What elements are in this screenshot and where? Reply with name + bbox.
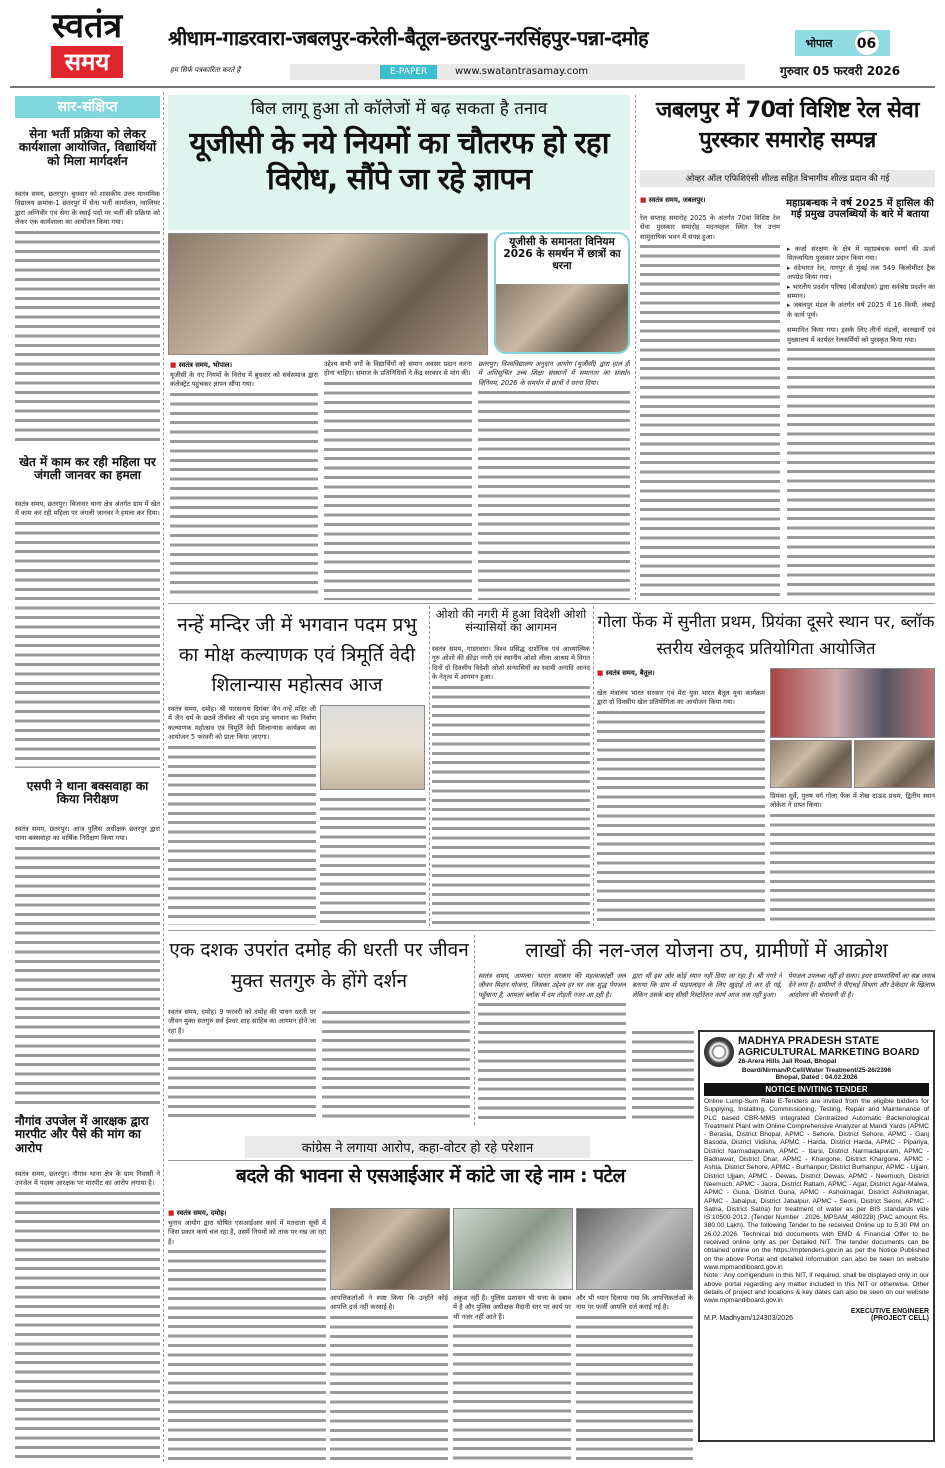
left-story-4-body: स्वतंत्र समय, छतरपुर। नौगांव थाना क्षेत्र के ग्राम निवासी ने उपजेल में पदस्थ आरक्षक पर मारपीट का आरोप लगाया है।: [15, 1170, 160, 1188]
muni-photo: [320, 705, 425, 790]
tender-notice: [698, 1030, 935, 1442]
left-story-4-headline: नौगांव उपजेल में आरक्षक द्वारा मारपीट और पैसे की मांग का आरोप: [15, 1114, 149, 1155]
jain-body: स्वतंत्र समय, दमोह। श्री पारसनाथ दिगंबर जैन नन्हें मंदिर जी में जैन धर्म के छठवें तीर्थंकर श्री पदम प्रभु भगवान का निर्वाण कल्याणक महोत्सव एवं त्रिमूर्ति वेदी शिलान्यास कार्यक्रम का आयोजन 5 फरवरी को प्रातः किया जाएगा।: [168, 705, 316, 742]
jain-headline: नन्हें मन्दिर जी में भगवान पदम प्रभु का मोक्ष कल्याणक एवं त्रिमूर्ति वेदी शिलान्यास महोत्सव आज: [177, 614, 417, 696]
top-story-kicker: बिल लागू हुआ तो कॉलेजों में बढ़ सकता है तनाव: [250, 99, 548, 119]
congress-byline: ■ स्वतंत्र समय, दमोह।: [168, 1208, 326, 1217]
rail-box-title: महाप्रबन्धक ने वर्ष 2025 में हासिल की गई प्रमुख उपलब्धियों के बारे में बताया: [786, 198, 934, 221]
rail-bullet: ▸ जबलपुर मंडल के अंतर्गत वर्ष 2025 में 16 किमी. लंबाई के कार्य पूर्ण।: [787, 301, 935, 319]
damoh-body: स्वतंत्र समय, दमोह। 9 फरवरी को दमोह की पावन धरती पर जीवन मुक्त सतगुरु सर्व ईश्वर शाह साहिब का आगमन होने जा रहा है।: [168, 1008, 316, 1035]
board-seal-icon: [704, 1037, 734, 1067]
rail-bullet: ▸ कर्जा संरक्षण के क्षेत्र में महाप्रबंधक स्वर्णा की ऊर्जा मितव्ययिता पुरस्कार प्रदान किया गया।: [787, 245, 935, 263]
website-link[interactable]: www.swatantrasamay.com: [455, 66, 589, 77]
page-number: 06: [854, 30, 880, 56]
osho-headline: ओशो की नगरी में हुआ विदेशी ओशो संन्यासियों का आगमन: [435, 607, 587, 634]
tender-signatory-2: (PROJECT CELL): [871, 1315, 929, 1323]
sports-photo-3: [854, 740, 935, 788]
congress-photo-2: [453, 1208, 573, 1290]
damoh-headline: एक दशक उपरांत दमोह की धरती पर जीवन मुक्त सतगुरु के होंगे दर्शन: [169, 939, 469, 992]
sports-body-2: प्रियंका धुर्वे, पुरुष वर्ग गोला फेंक में शेख दाऊद प्रथम, द्वितीय स्थान लोकेश ने प्राप्त किया।: [770, 792, 935, 810]
congress-body-1: चुनाव आयोग द्वारा घोषित एसआईआर कार्य में मतदाता सूची में जिस प्रकार कार्य चल रहा है, उसमें नियमों को ताक पर रख जा रहा है।: [168, 1219, 326, 1246]
water-body-2: द्वारा भी इस ओर कोई ध्यान नहीं दिया जा रहा है। श्री गंगरे ने बताया कि ग्राम में पाइपलाइन के लिए खुदाई तो कर दी गई, लेकिन उसके बाद सीसी रिस्टोरेशन कार्य आज तक नहीं हुआ।: [632, 972, 782, 999]
top-story-byline: ■ स्वतंत्र समय, भोपाल।: [170, 360, 318, 369]
tender-dated: Bhopal, Dated : 04.02.2026: [775, 1074, 858, 1081]
tender-title: NOTICE INVITING TENDER: [704, 1083, 929, 1096]
congress-body-4: और भी ध्यान दिलाया गया कि आपत्तिकर्ताओं के नाम पर फर्जी आपत्ति दर्ज कराई गई है।: [576, 1294, 693, 1312]
sports-byline: ■ स्वतंत्र समय, बैतूल।: [597, 668, 765, 677]
congress-kicker: कांग्रेस ने लगाया आरोप, कहा-वोटर हो रहे परेशान: [245, 1136, 590, 1158]
rail-subhead: ओव्हर ऑल एफिशिएंसी शील्ड सहित विभागीय शील्ड प्रदान की गई: [640, 170, 935, 187]
rail-body-2: सम्मानित किया गया। इसके लिए तीनों मंडलों, कारखानों एवं मुख्यालय में कार्यरत रेलकर्मियों को पुरस्कृत किया गया।: [787, 326, 935, 344]
congress-body-3: अंकुश नहीं है। पुलिस प्रशासन भी सत्ता के दबाव में है और पुलिस अधीक्षक मैदानी स्तर पर कार्य पर भी नजर नहीं आते हैं।: [453, 1294, 571, 1321]
left-story-1-body: स्वतंत्र समय, छतरपुर। बुधवार को शासकीय उत्तर माध्यमिक विद्यालय क्रमांक-1 छतरपुर में सेना भर्ती कार्यालय, ग्वालियर द्वारा अग्निवीर एवं सेना के स्थाई पदों पर भर्ती की प्रक्रिया को लेकर एक कार्यशाला का आयोजन किया गया।: [15, 190, 160, 227]
dharna-photo: [496, 284, 630, 354]
osho-body: स्वतंत्र समय, गाडरवारा। विश्व प्रसिद्ध दार्शनिक एवं आध्यात्मिक गुरु ओशो की क्रीड़ा नगरी एवं स्थानीय ओशो लीला आश्रम मे विगत दिनों दो दिवसीय विदेशी ओशो संन्यासियों का स्वामी अनादि आनंद के नेतृत्व में आगमन हुआ।: [432, 645, 590, 682]
section-header: सार-संक्षिप्त: [15, 96, 160, 118]
protest-photo: [168, 233, 488, 355]
top-story-headline: यूजीसी के नये नियमों का चौतरफ हो रहा विरोध, सौंपे जा रहे ज्ञापन: [189, 126, 609, 197]
edition-label: भोपाल: [805, 36, 833, 50]
rail-bullet: ▸ वंदेभारत रेल, नागपुर से मुंबई तक 549 किलोमीटर ट्रैक अपग्रेड किया गया।: [787, 263, 935, 282]
water-body-1: स्वतंत्र समय, आमला। भारत सरकार की महत्वाकांक्षी जल जीवन मिशन योजना, जिसका उद्देश्य हर घर तक शुद्ध पेयजल पहुँचाना है, आमला ब्लॉक में दम तोड़ती नजर आ रही है।: [478, 972, 626, 999]
date: गुरुवार 05 फरवरी 2026: [780, 64, 901, 78]
tender-org-1: MADHYA PRADESH STATE: [738, 1035, 880, 1047]
congress-body-2: आपत्तिकर्ताओं ने स्पष्ट किया कि उन्होंने कोई आपत्ति दर्ज नहीं करवाई है।: [330, 1294, 448, 1312]
top-story-col3: छतरपुर। विश्वविद्यालय अनुदान आयोग (यूजीसी) द्वारा हाल ही में अधिसूचित उच्च शिक्षा संस्थानों में समानता का संवर्धन विनियम, 2026 के समर्थन में छात्रों ने धरना दिया।: [478, 360, 630, 387]
left-story-3-headline: एसपी ने थाना बक्सवाहा का किया निरीक्षण: [26, 779, 149, 807]
left-story-1-headline: सेना भर्ती प्रक्रिया को लेकर कार्यशाला आयोजित, विद्यार्थियों को मिला मार्गदर्शन: [18, 127, 157, 168]
top-story-col1: यूजीसी के नए नियमों के विरोध में बुधवार को सर्वसमाज द्वारा कलेक्ट्रेट पहुंचकर ज्ञापन सौंपा गया।: [170, 371, 318, 389]
tender-ref: Board/Nirman/P.Cell/Water Treatment/25-26/2396: [741, 1067, 892, 1074]
water-body-3: पेयजल उपलब्ध नहीं हो सका। इधर ग्रामवासियों का सब्र जवाब देने लगा है। ग्रामीणों ने पीएचई विभाग और ठेकेदार के खिलाफ आंदोलन की चेतावनी दी है।: [788, 972, 935, 999]
water-headline: लाखों की नल-जल योजना ठप, ग्रामीणों में आक्रोश: [525, 938, 888, 962]
left-story-2-body: स्वतंत्र समय, छतरपुर। बिजावर थाना क्षेत्र अंतर्गत ग्राम में खेत में काम कर रही महिला पर जंगली जानवर ने हमला कर दिया।: [15, 500, 160, 518]
inset-box: [494, 232, 630, 354]
congress-photo-3: [576, 1208, 693, 1290]
masthead-logo: [22, 6, 152, 84]
rail-byline: ■ स्वतंत्र समय, जबलपुर।: [640, 195, 780, 204]
left-story-2-headline: खेत में काम कर रही महिला पर जंगली जानवर का हमला: [19, 455, 156, 483]
rail-bullet: ▸ भारतीय प्रदर्शन परिषद (बीआईएस) द्वारा सर्वश्रेष्ठ प्रदर्शन का सम्मान।: [787, 282, 935, 301]
edition-badge: [795, 30, 890, 56]
sports-headline: गोला फेंक में सुनीता प्रथम, प्रियंका दूसरे स्थान पर, ब्लॉक स्तरीय खेलकूद प्रतियोगिता आयोजित: [597, 612, 935, 658]
tender-text: Online Lump-Sum Rate E-Tenders are invited from the eligible bidders for Supplying, Installing, Commissioning, Testing, Repair and Maintenance of PLC based CBR-MMS integrated Centralized Automatic Bacteriological Treatment Plant with Online Comprehensive Analyzer at Mandi Yards (APMC - Berasia, District Bhopal, APMC - Sehore, District Sehore, APMC - Ganj Basoda, District Vidisha, APMC - Harda, District Harda, APMC - Pipariya, District Narmadapuram, APMC - Itarsi, District Narmadapuram, APMC - Badnawar, District Dhar, APMC - Khargone, District Khargone, APMC - Ashta, District Sehore, APMC - Burhanpur, District Burhanpur, APMC - Ujjain, District Ujjain, APMC - Dewas, District Dewas, APMC - Neemuch, District Neemuch, APMC - Jaora, District Ratlam, APMC - Agar, District Agar-Malwa, APMC - Guna, District Guna, APMC - Ashoknagar, District Ashoknagar, APMC - Jabalpur, District Jabalpur, APMC - Seoni, District Seoni, APMC - Satna, District Satna) for treatment of water as per BIS standards vide IS:10500-2012. (Tender Number : 2026_MPSAM_480228) (PAC amount Rs. 380.00 Lakh). The following Tender to be received Online up to 5:30 PM on 26.02.2026. Technical bid documents with EMD & Financial Offer to be received online only as per Detailed NIT. The tender documents can be obtained online on the https://mptenders.gov.in as per the Notice Published on the above Portal and detailed information can also be seen on website www.mpmandiboard.gov.in: [704, 1098, 930, 1271]
tender-org-2: AGRICULTURAL MARKETING BOARD: [738, 1047, 920, 1058]
tagline: हम सिर्फ पत्रकारिता करते हैं: [170, 66, 241, 74]
epaper-label[interactable]: E-PAPER: [380, 65, 437, 79]
top-story-col2: उद्देश्य सभी वर्गों के विद्यार्थियों को समान अवसर प्रदान करना होना चाहिए। समाज के प्रतिनिधियों ने केंद्र सरकार से मांग की।: [324, 360, 472, 378]
sports-photo-1: [770, 668, 935, 738]
rail-headline: जबलपुर में 70वां विशिष्ट रेल सेवा पुरस्कार समारोह सम्पन्न: [656, 98, 919, 153]
tender-address: 26-Arera Hills Jail Road, Bhopal: [738, 1058, 837, 1065]
sports-body: खेल मंत्रालय भारत सरकार एवं मेरा युवा भारत बैतूल युवा कार्यक्रम द्वारा दो दिवसीय खेल प्रतियोगिता का आयोजन किया गया।: [597, 689, 765, 707]
tender-note: Note : Any corrigendum in this NIT, if required, shall be displayed only in our above portal regarding any matter included in this NIT or otherwise. Other details of project and locations & key dates can also be seen on our website www.mpmandiboard.gov.in: [704, 1272, 929, 1305]
congress-headline: बदले की भावना से एसआईआर में कांटे जा रहे नाम : पटेल: [235, 1165, 626, 1187]
rail-body: रेल सप्ताह समारोह 2025 के अंतर्गत 70वां विशिष्ट रेल सेवा पुरस्कार समारोह मदनमहल स्थित रेल उत्तम सामुदायिक भवन में संपन्न हुआ।: [640, 214, 780, 241]
masthead-cities: श्रीधाम-गाडरवारा-जबलपुर-करेली-बैतूल-छतरपुर-नरसिंहपुर-पन्ना-दमोह: [168, 26, 648, 50]
congress-photo-1: [330, 1208, 450, 1290]
tender-madhyam: M.P. Madhyam/124303/2026: [704, 1315, 793, 1323]
inset-headline: यूजीसी के समानता विनियम 2026 के समर्थन में छात्रों का धरना: [503, 236, 621, 272]
logo-bottom: समय: [51, 46, 123, 78]
tender-signatory-1: EXECUTIVE ENGINEER: [850, 1308, 929, 1316]
left-story-3-body: स्वतंत्र समय, छतरपुर। आज पुलिस अधीक्षक छतरपुर द्वारा थाना बक्सवाहा का वार्षिक निरीक्षण किया गया।: [15, 825, 160, 843]
sports-photo-2: [770, 740, 852, 788]
logo-top: स्वतंत्र: [51, 6, 123, 46]
